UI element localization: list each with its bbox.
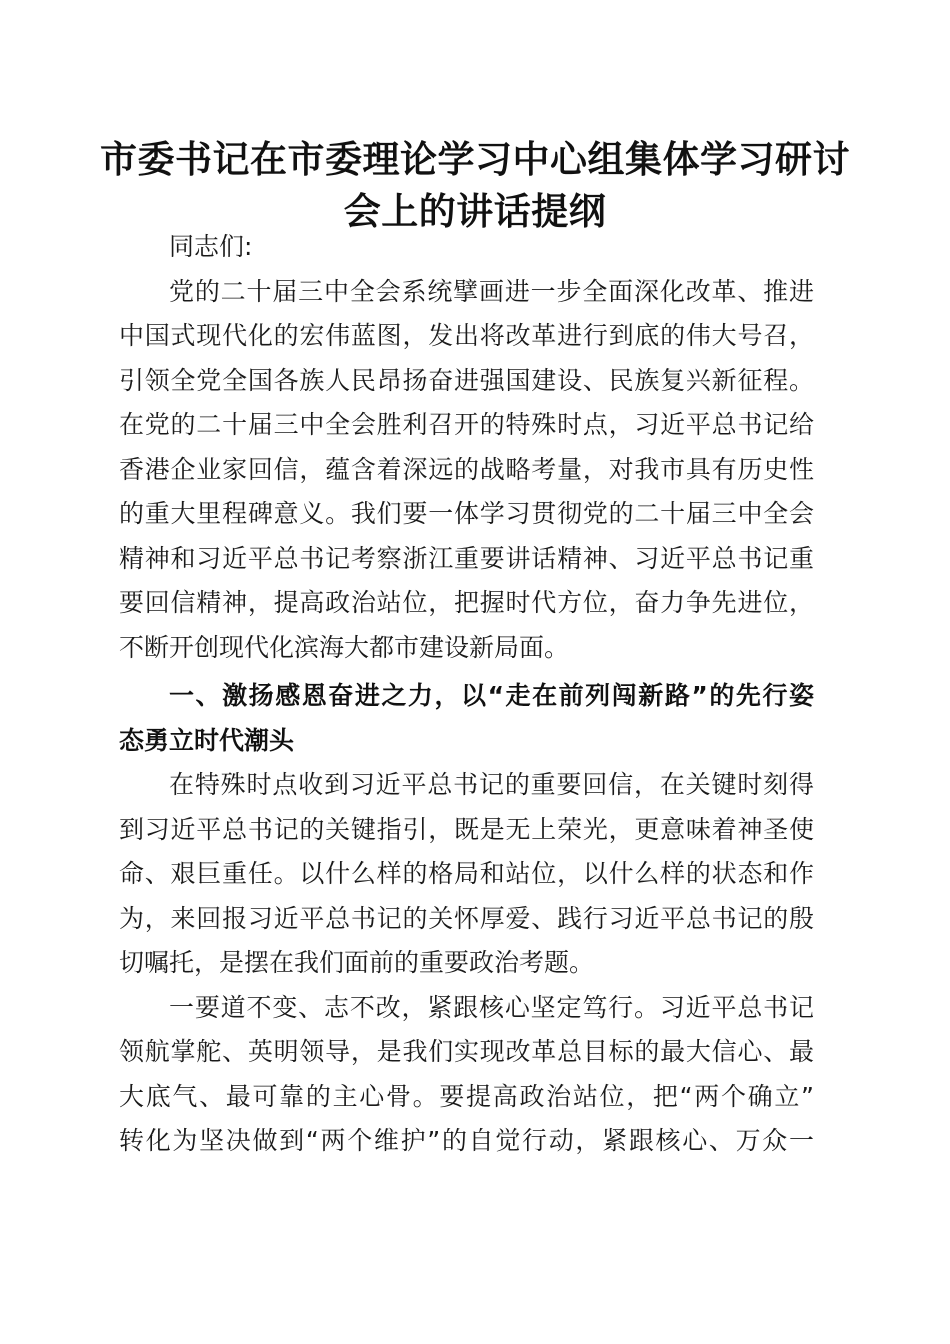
paragraph-1 — [119, 270, 814, 671]
paragraph-line: 转化为坚决做到“两个维护”的自觉行动，紧跟核心、万众一 — [119, 1126, 814, 1155]
paragraph-line: 到习近平总书记的关键指引，既是无上荣光，更意味着神圣使 — [119, 814, 814, 844]
section-heading-1 — [119, 674, 814, 763]
paragraph-line: 为，来回报习近平总书记的关怀厚爱、践行习近平总书记的殷 — [119, 903, 814, 933]
paragraph-line: 要回信精神，提高政治站位，把握时代方位，奋力争先进位， — [119, 588, 814, 617]
paragraph-line: 精神和习近平总书记考察浙江重要讲话精神、习近平总书记重 — [119, 543, 814, 573]
document-body — [119, 225, 814, 1164]
paragraph-line: 在特殊时点收到习近平总书记的重要回信，在关键时刻得 — [169, 770, 814, 799]
paragraph-line: 大底气、最可靠的主心骨。要提高政治站位，把“两个确立” — [119, 1081, 814, 1111]
paragraph-line: 领航掌舵、英明领导，是我们实现改革总目标的最大信心、最 — [119, 1037, 814, 1066]
paragraph-3 — [119, 986, 814, 1164]
paragraph-line: 不断开创现代化滨海大都市建设新局面。 — [119, 632, 570, 662]
paragraph-line: 一要道不变、志不改，紧跟核心坚定笃行。习近平总书记 — [169, 992, 814, 1022]
paragraph-2 — [119, 763, 814, 986]
paragraph-line: 中国式现代化的宏伟蓝图，发出将改革进行到底的伟大号召， — [119, 321, 814, 350]
heading-line: 态勇立时代潮头 — [119, 725, 295, 755]
paragraph-line: 命、艰巨重任。以什么样的格局和站位，以什么样的状态和作 — [119, 859, 814, 888]
paragraph-line: 切嘱托，是摆在我们面前的重要政治考题。 — [119, 948, 595, 977]
title-line-1: 市委书记在市委理论学习中心组集体学习研讨 — [100, 137, 850, 181]
paragraph-line: 引领全党全国各族人民昂扬奋进强国建设、民族复兴新征程。 — [119, 365, 814, 395]
paragraph-line: 党的二十届三中全会系统擘画进一步全面深化改革、推进 — [169, 276, 814, 306]
heading-line: 一、激扬感恩奋进之力，以“走在前列闯新路”的先行姿 — [169, 681, 814, 710]
title-line-2: 会上的讲话提纲 — [343, 189, 607, 233]
document-title — [100, 133, 850, 237]
paragraph-line: 在党的二十届三中全会胜利召开的特殊时点，习近平总书记给 — [119, 410, 814, 439]
paragraph-line: 香港企业家回信，蕴含着深远的战略考量，对我市具有历史性 — [119, 454, 814, 484]
salutation: 同志们: — [169, 232, 253, 261]
paragraph-line: 的重大里程碑意义。我们要一体学习贯彻党的二十届三中全会 — [119, 499, 814, 528]
